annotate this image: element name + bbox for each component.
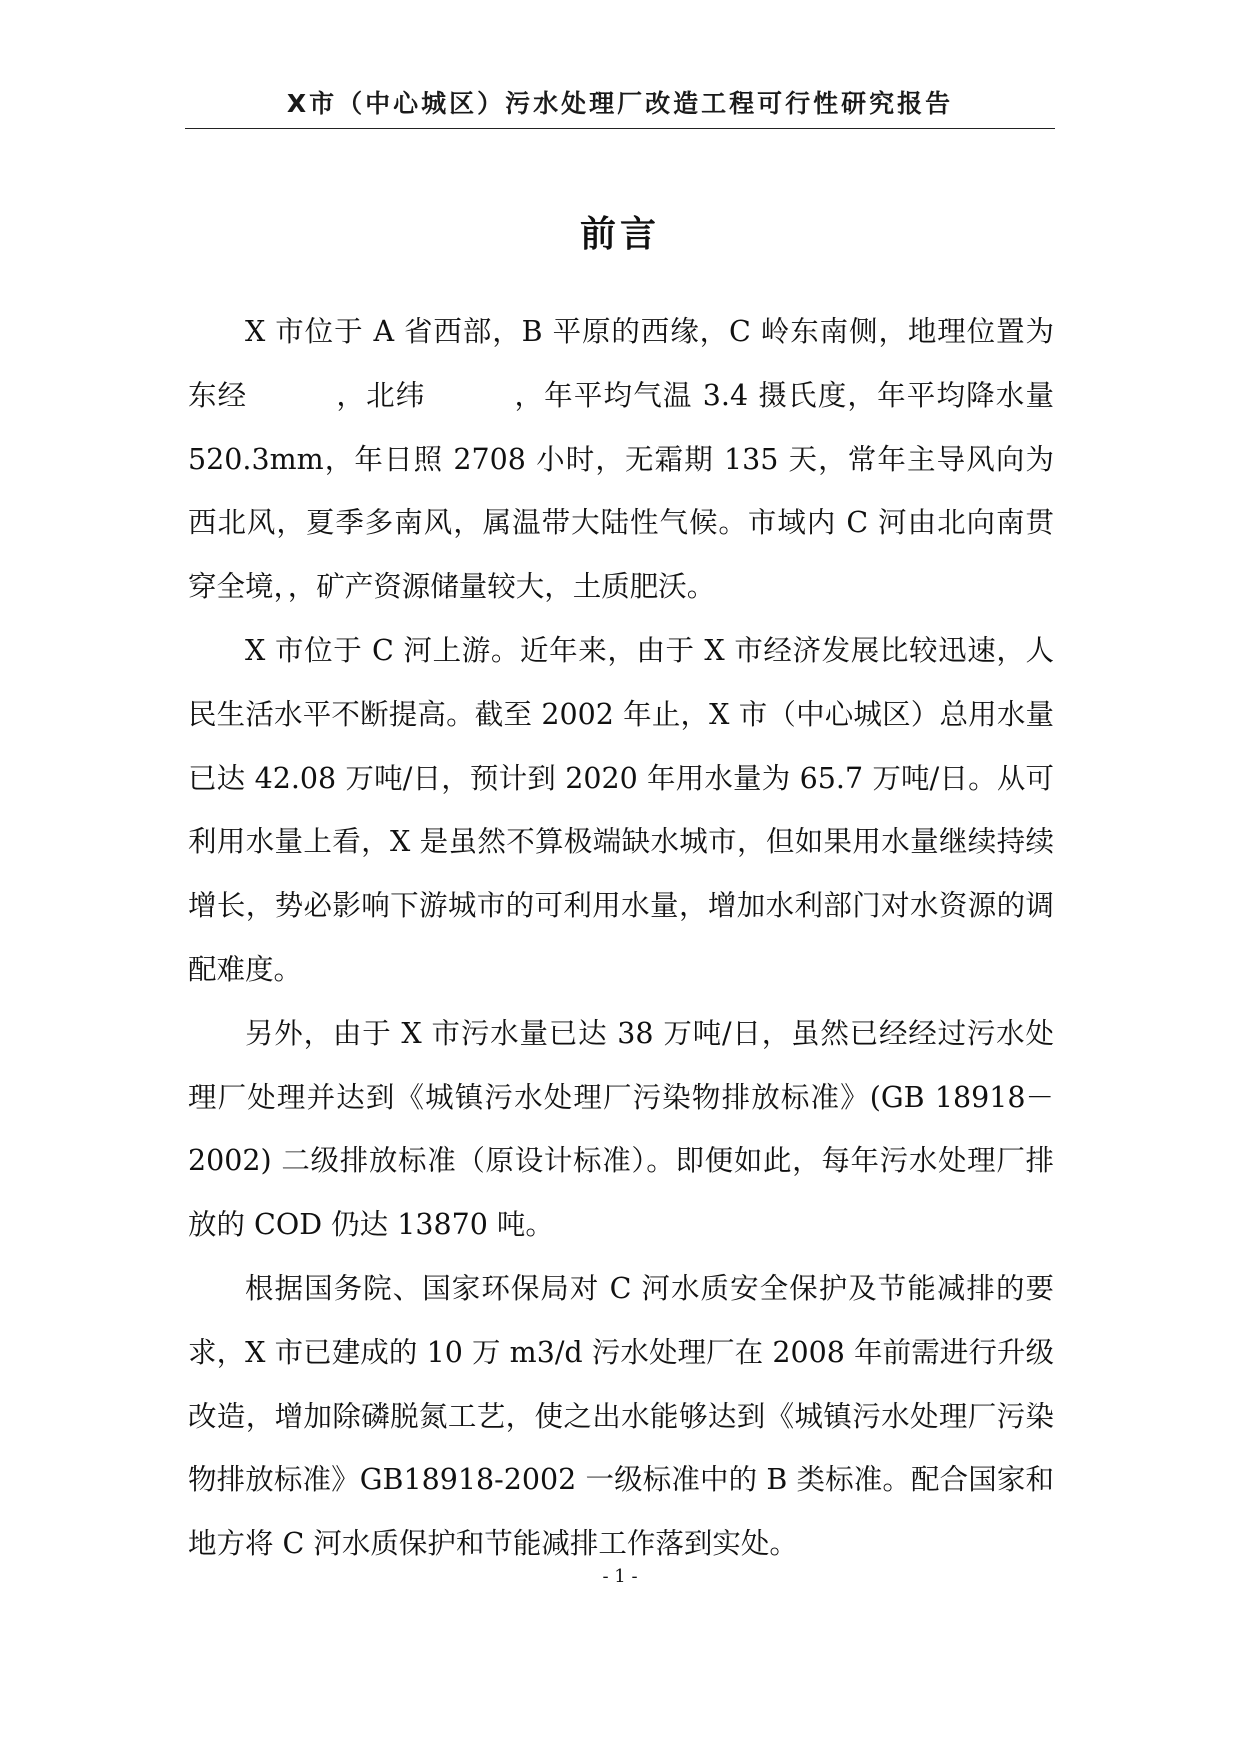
page-title: 前言 [579, 214, 660, 255]
running-header: X市（中心城区）污水处理厂改造工程可行性研究报告 [286, 89, 954, 118]
paragraph-upgrade-requirement: 根据国务院、国家环保局对 C 河水质安全保护及节能减排的要求，X 市已建成的 10 万 m3/d 污水处理厂在 2008 年前需进行升级改造，增加除磷脱氮工艺，使之出水能够达到《城镇污水处理厂污染物排放标准》GB18918-2002 一级标准中的 B 类标准。配合国家和地方将 C 河水质保护和节能减排工作落到实处。 [188, 1271, 1054, 1561]
paragraph-water-usage: X 市位于 C 河上游。近年来，由于 X 市经济发展比较迅速，人民生活水平不断提高。截至 2002 年止，X 市（中心城区）总用水量已达 42.08 万吨/日，预计到 2020 年用水量为 65.7 万吨/日。从可利用水量上看，X 是虽然不算极端缺水城市，但如果用水量继续持续增长，势必影响下游城市的可利用水量，增加水利部门对水资源的调配难度。 [188, 633, 1054, 986]
paragraph-sewage: 另外，由于 X 市污水量已达 38 万吨/日，虽然已经经过污水处理厂处理并达到《城镇污水处理厂污染物排放标准》(GB 18918－2002) 二级排放标准（原设计标准）。即便如此，每年污水处理厂排放的 COD 仍达 13870 吨。 [188, 1016, 1054, 1242]
page-number: - 1 - [602, 1566, 638, 1587]
document-body [188, 300, 1054, 1576]
header-divider [185, 128, 1055, 129]
paragraph-geography: X 市位于 A 省西部，B 平原的西缘，C 岭东南侧，地理位置为东经 ，北纬 ，年平均气温 3.4 摄氏度，年平均降水量 520.3mm，年日照 2708 小时，无霜期 135 天，常年主导风向为西北风，夏季多南风，属温带大陆性气候。市域内 C 河由北向南贯穿全境，，矿产资源储量较大，土质肥沃。 [188, 315, 1054, 604]
